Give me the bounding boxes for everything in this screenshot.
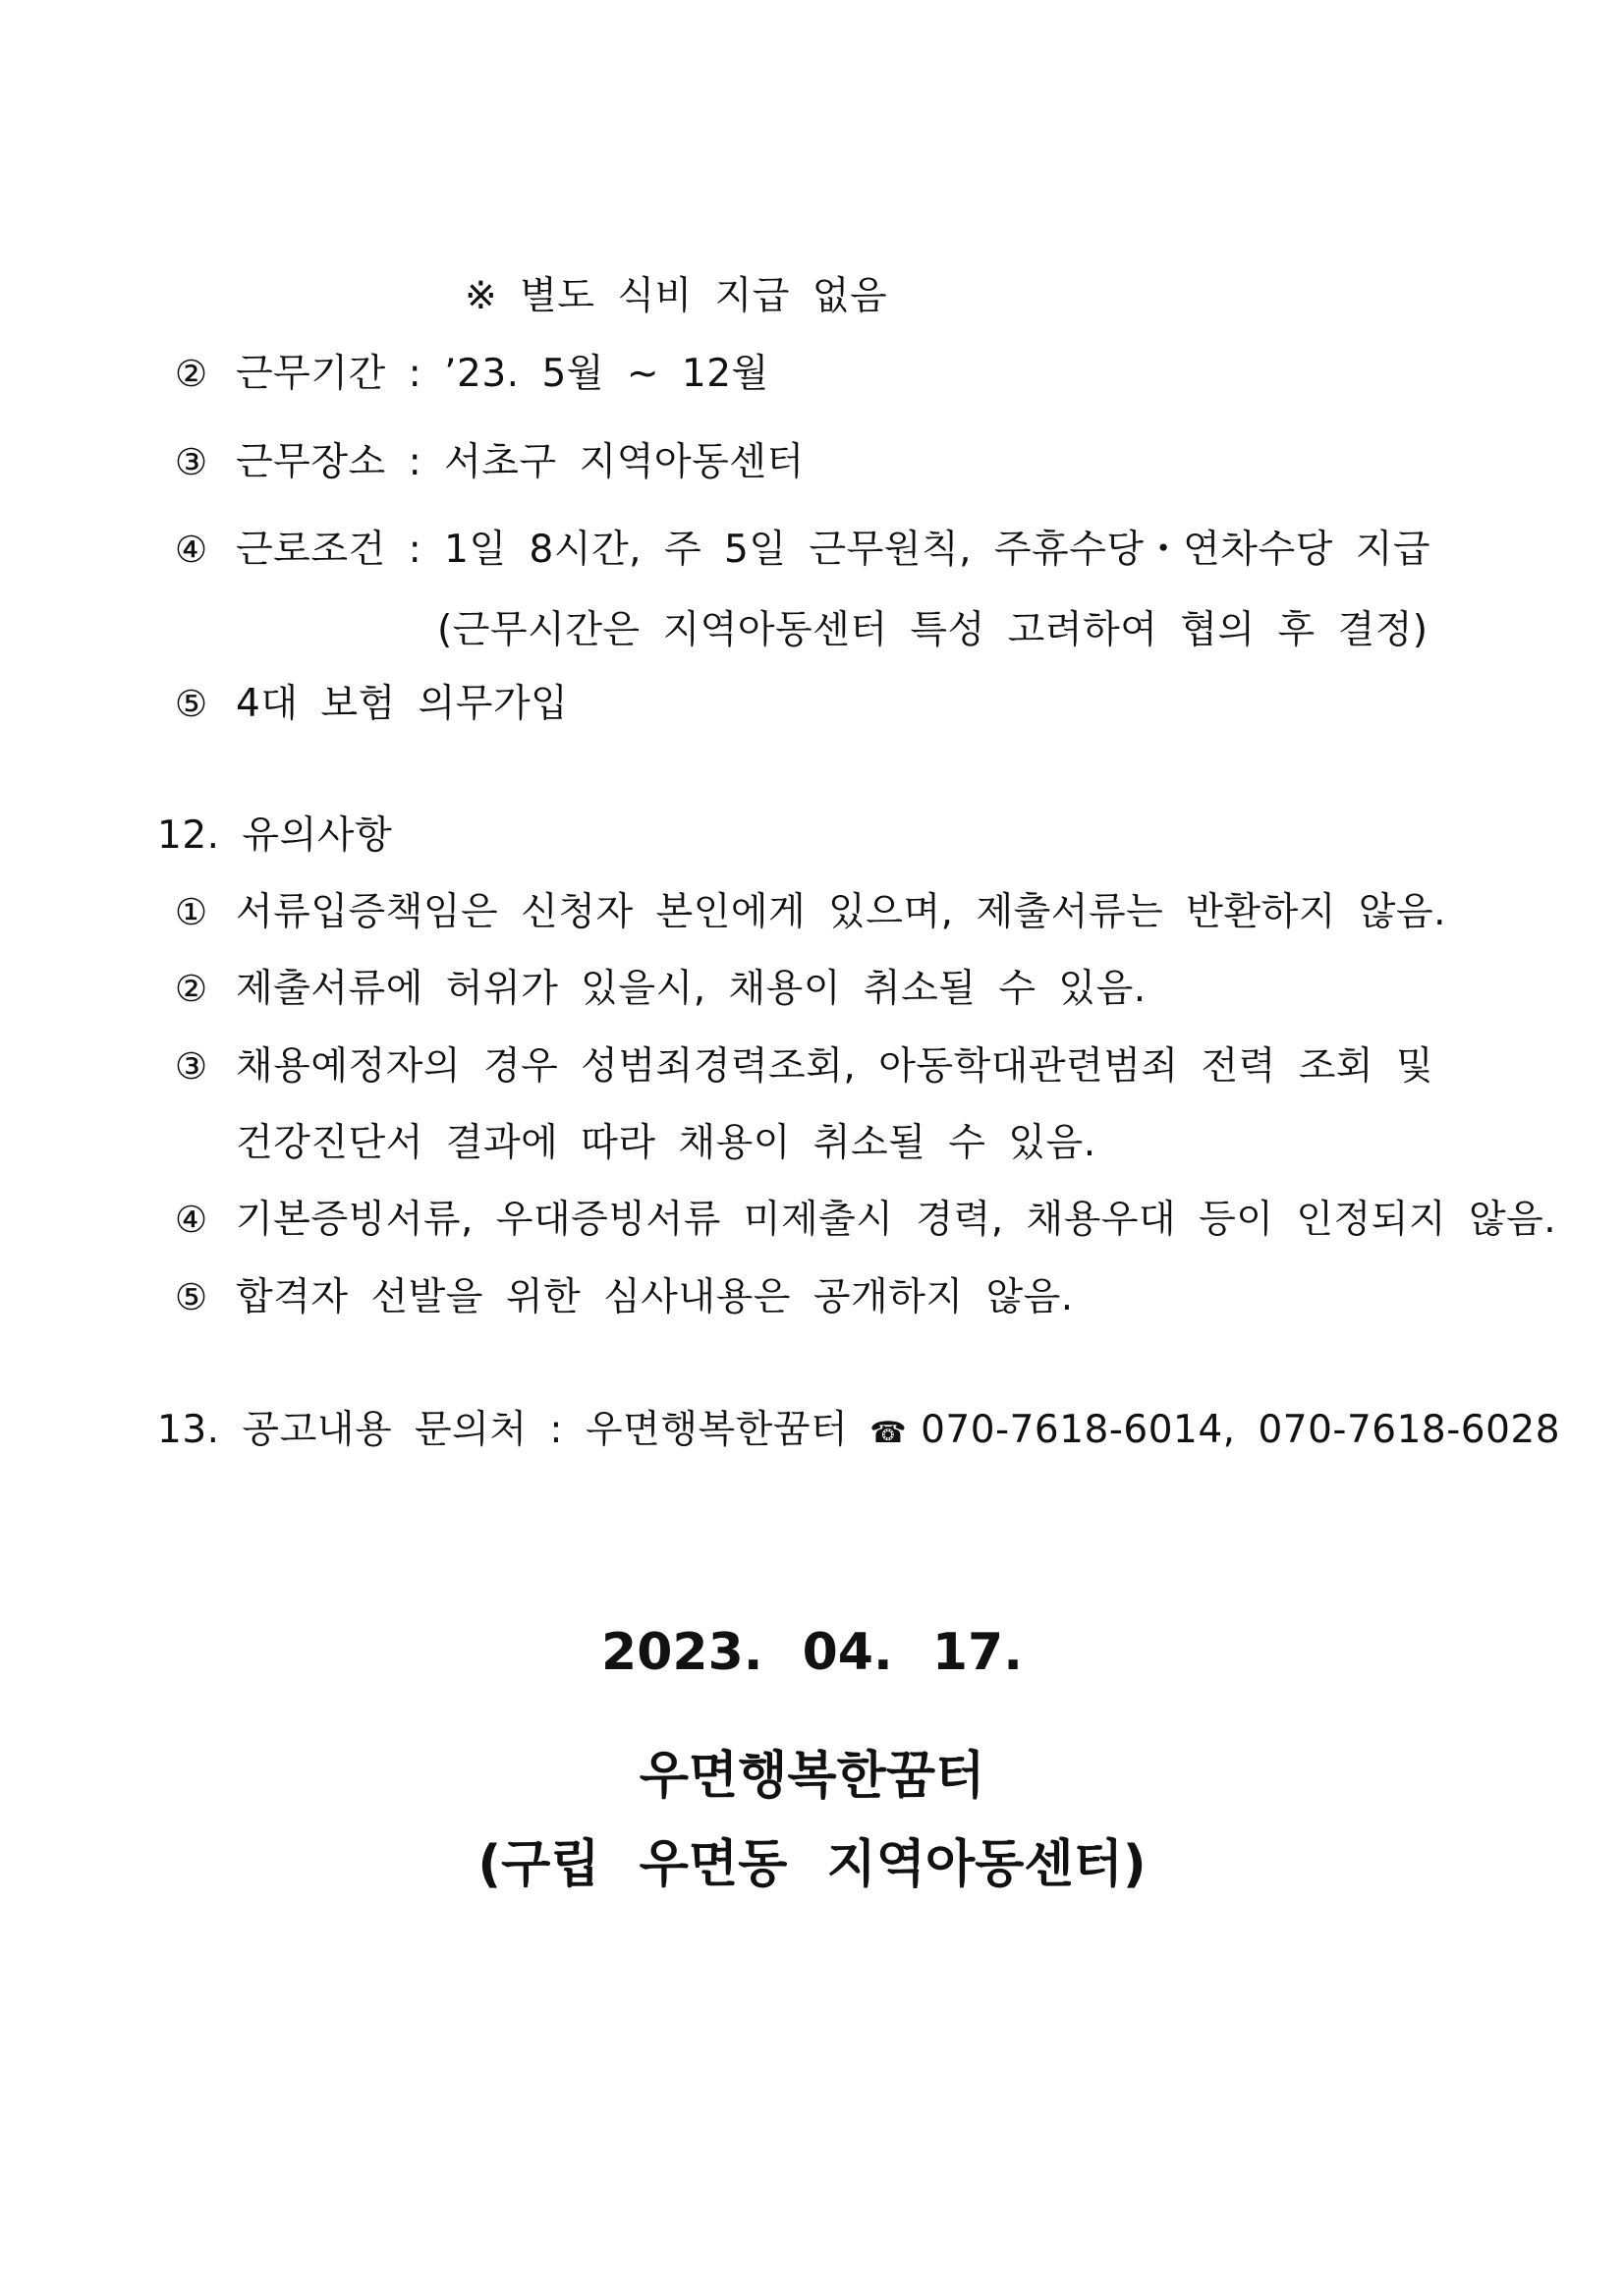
item-number: ④ [175, 1199, 208, 1241]
notice-item [175, 966, 1147, 1013]
item-number: ⑤ [175, 1276, 208, 1318]
section-12-heading: 12. 유의사항 [157, 813, 393, 858]
item-text: 4대 보험 의무가입 [236, 682, 569, 726]
phone-numbers: 070-7618-6014, 070-7618-6028 [921, 1408, 1561, 1452]
item-number: ② [175, 968, 208, 1010]
phone-icon: ☎ [869, 1416, 908, 1450]
organization-subtitle: (구립 우면동 지역아동센터) [477, 1835, 1147, 1894]
condition-item [175, 351, 769, 398]
condition-item [175, 439, 805, 486]
notice-item-continuation [236, 1120, 1096, 1167]
item-text: 채용예정자의 경우 성범죄경력조회, 아동학대관련범죄 전력 조회 및 [236, 1044, 1434, 1089]
item-text: 건강진단서 결과에 따라 채용이 취소될 수 있음. [236, 1121, 1096, 1165]
announcement-date: 2023. 04. 17. [601, 1623, 1023, 1682]
organization-name: 우면행복한꿈터 [639, 1747, 985, 1806]
item-text: (근무시간은 지역아동센터 특성 고려하여 협의 후 결정) [437, 608, 1428, 652]
item-number: ③ [175, 1045, 208, 1088]
condition-item [175, 681, 568, 728]
item-number: ② [175, 353, 208, 395]
item-number: ① [175, 891, 208, 933]
section-13-contact [157, 1407, 1560, 1457]
item-text: 기본증빙서류, 우대증빙서류 미제출시 경력, 채용우대 등이 인정되지 않음. [236, 1198, 1557, 1242]
notice-item [175, 1274, 1074, 1321]
item-text: 근로조건 : 1일 8시간, 주 5일 근무원칙, 주휴수당・연차수당 지급 [236, 528, 1431, 572]
item-number: ④ [175, 529, 208, 571]
item-text: 서류입증책임은 신청자 본인에게 있으며, 제출서류는 반환하지 않음. [236, 890, 1447, 934]
contact-label: 13. 공고내용 문의처 : 우면행복한꿈터 [157, 1408, 849, 1452]
item-number: ③ [175, 441, 208, 483]
item-text: 제출서류에 허위가 있을시, 채용이 취소될 수 있음. [236, 967, 1147, 1011]
item-number: ⑤ [175, 683, 208, 725]
item-text: 합격자 선발을 위한 심사내용은 공개하지 않음. [236, 1275, 1074, 1319]
notice-item [175, 889, 1446, 936]
item-text: 근무기간 : ’23. 5월 ~ 12월 [236, 352, 769, 396]
notice-item [175, 1197, 1556, 1244]
condition-item-continuation [437, 607, 1428, 654]
meal-note: ※ 별도 식비 지급 없음 [465, 274, 888, 318]
item-text: 근무장소 : 서초구 지역아동센터 [236, 440, 805, 484]
notice-item [175, 1043, 1433, 1091]
condition-item [175, 527, 1430, 574]
